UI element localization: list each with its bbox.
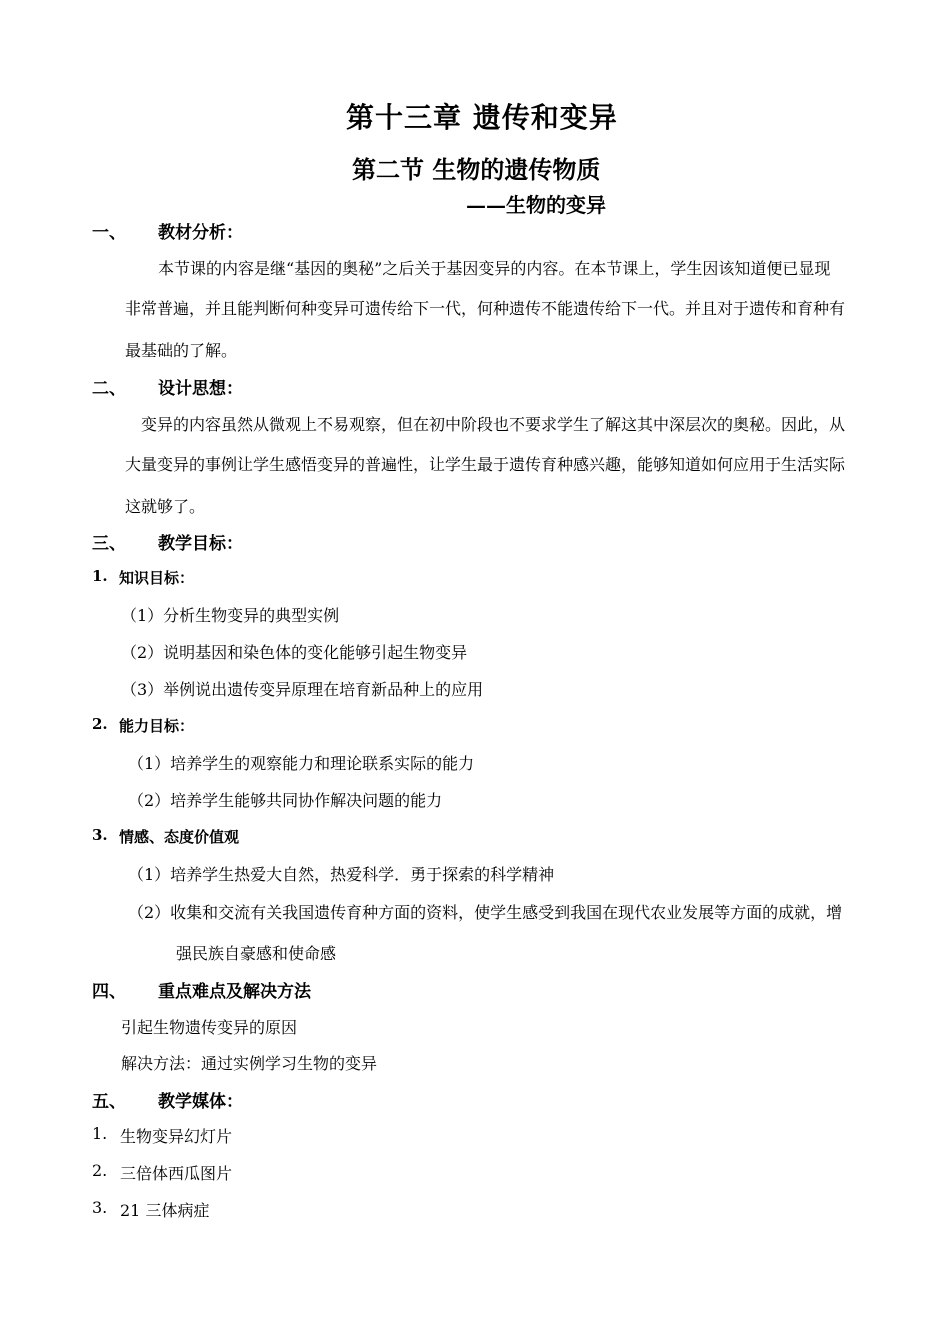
media-item-number: 1. bbox=[92, 1124, 108, 1143]
media-item-number: 2. bbox=[92, 1161, 108, 1180]
list-item: （2）培养学生能够共同协作解决问题的能力 bbox=[128, 791, 443, 810]
paragraph-line: 本节课的内容是继“基因的奥秘”之后关于基因变异的内容。在本节课上，学生因该知道便已显现 bbox=[158, 259, 831, 278]
list-item: （1）培养学生的观察能力和理论联系实际的能力 bbox=[128, 754, 475, 773]
section-2-number: 二、 bbox=[92, 379, 126, 399]
paragraph-line: 非常普遍，并且能判断何种变异可遗传给下一代，何种遗传不能遗传给下一代。并且对于遗传和育种有 bbox=[125, 299, 846, 318]
paragraph-line: 最基础的了解。 bbox=[125, 341, 238, 360]
paragraph-line: 解决方法：通过实例学习生物的变异 bbox=[121, 1054, 378, 1073]
chapter-title: 第十三章 遗传和变异 bbox=[346, 101, 618, 134]
list-item: （2）说明基因和染色体的变化能够引起生物变异 bbox=[121, 643, 468, 662]
goal-1-heading: 知识目标： bbox=[119, 569, 195, 587]
section-3-heading: 教学目标： bbox=[158, 534, 243, 554]
media-item: 21 三体病症 bbox=[120, 1201, 210, 1220]
goal-3-heading: 情感、态度价值观 bbox=[119, 828, 240, 846]
section-5-number: 五、 bbox=[92, 1092, 126, 1112]
media-item-number: 3. bbox=[92, 1198, 108, 1217]
list-item: （3）举例说出遗传变异原理在培育新品种上的应用 bbox=[121, 680, 484, 699]
list-item: （2）收集和交流有关我国遗传育种方面的资料，使学生感受到我国在现代农业发展等方面的成就，增 bbox=[128, 903, 843, 922]
paragraph-line: 引起生物遗传变异的原因 bbox=[121, 1018, 298, 1037]
goal-2-number: 2. bbox=[92, 715, 108, 733]
section-1-heading: 教材分析： bbox=[158, 223, 243, 243]
goal-3-number: 3. bbox=[92, 826, 108, 844]
list-item: （1）分析生物变异的典型实例 bbox=[121, 606, 340, 625]
list-item: 强民族自豪感和使命感 bbox=[176, 944, 337, 963]
section-4-number: 四、 bbox=[92, 982, 126, 1002]
media-item: 三倍体西瓜图片 bbox=[120, 1164, 233, 1183]
section-4-heading: 重点难点及解决方法 bbox=[158, 982, 311, 1002]
goal-1-number: 1. bbox=[92, 567, 108, 585]
media-item: 生物变异幻灯片 bbox=[120, 1127, 233, 1146]
paragraph-line: 大量变异的事例让学生感悟变异的普遍性，让学生最于遗传育种感兴趣，能够知道如何应用于生活实际 bbox=[125, 455, 846, 474]
section-3-number: 三、 bbox=[92, 534, 126, 554]
section-1-number: 一、 bbox=[92, 223, 126, 243]
section-title: 第二节 生物的遗传物质 bbox=[352, 155, 601, 184]
section-5-heading: 教学媒体： bbox=[158, 1092, 243, 1112]
list-item: （1）培养学生热爱大自然，热爱科学．勇于探索的科学精神 bbox=[128, 865, 555, 884]
paragraph-line: 变异的内容虽然从微观上不易观察，但在初中阶段也不要求学生了解这其中深层次的奥秘。因此，从 bbox=[141, 415, 846, 434]
section-subtitle: ——生物的变异 bbox=[466, 193, 606, 217]
paragraph-line: 这就够了。 bbox=[125, 497, 206, 516]
goal-2-heading: 能力目标： bbox=[119, 717, 195, 735]
section-2-heading: 设计思想： bbox=[158, 379, 243, 399]
